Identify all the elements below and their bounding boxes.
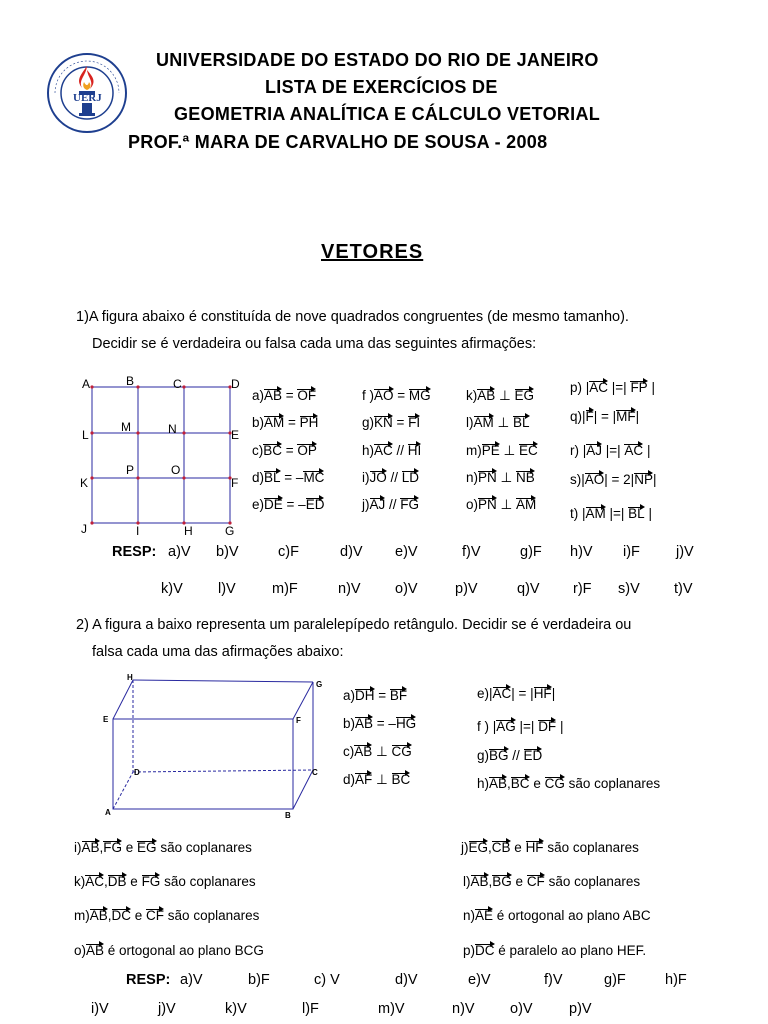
q2-resp: m)V [378, 1001, 405, 1017]
q1-text-2: Decidir se é verdadeira ou falsa cada uma das seguintes afirmações: [92, 336, 537, 352]
q2-resp: l)F [302, 1001, 319, 1017]
q1-item-j: j)AJ // FG [362, 497, 420, 512]
q1-label-J: J [81, 522, 87, 536]
logo-uerj-text: UERJ [73, 92, 102, 104]
q2-item-p: p)DC é paralelo ao plano HEF. [463, 943, 647, 958]
q2-label-D: D [134, 768, 140, 777]
q1-resp: i)F [623, 544, 640, 560]
q1-item-k: k)AB ⊥ EG [466, 388, 535, 403]
q1-label-C: C [173, 377, 182, 391]
q1-item-t: t) |AM |=| BL | [570, 506, 652, 521]
q2-resp: a)V [180, 972, 203, 988]
q2-item-i: i)AB,FG e EG são coplanares [74, 840, 252, 855]
q2-item-a: a)DH = BF [343, 688, 408, 703]
q2-label-H: H [127, 673, 133, 682]
q2-resp: k)V [225, 1001, 247, 1017]
header-line-1: UNIVERSIDADE DO ESTADO DO RIO DE JANEIRO [156, 50, 599, 70]
q2-resp: g)F [604, 972, 626, 988]
q1-item-b: b)AM = PH [252, 415, 319, 430]
q1-resp: s)V [618, 581, 640, 597]
q2-resp: e)V [468, 972, 491, 988]
q2-item-m: m)AB,DC e CF são coplanares [74, 908, 260, 923]
q2-item-o: o)AB é ortogonal ao plano BCG [74, 943, 264, 958]
q1-label-P: P [126, 463, 135, 477]
q1-label-O: O [171, 463, 181, 477]
q1-item-n: n)PN ⊥ NB [466, 470, 535, 485]
q2-resp: i)V [91, 1001, 109, 1017]
q1-resp: d)V [340, 544, 363, 560]
q1-item-h: h)AC // HI [362, 443, 422, 458]
q1-label-F: F [231, 476, 239, 490]
q1-label-N: N [168, 422, 177, 436]
q2-label-G: G [316, 680, 323, 689]
q1-item-s: s)|AO| = 2|NP| [570, 472, 657, 487]
q1-item-d: d)BL = –MC [252, 470, 325, 485]
q1-resp: t)V [674, 581, 693, 597]
q1-resp: a)V [168, 544, 191, 560]
q2-text-1: 2) A figura a baixo representa um paralelepípedo retângulo. Decidir se é verdadeira ou [76, 617, 632, 633]
q1-resp: g)F [520, 544, 542, 560]
q1-label-I: I [136, 524, 140, 538]
q1-label-L: L [82, 428, 89, 442]
q2-item-l: l)AB,BG e CF são coplanares [463, 874, 641, 889]
q2-label-E: E [103, 715, 109, 724]
page-title: VETORES [321, 241, 424, 263]
header-line-2: LISTA DE EXERCÍCIOS DE [265, 77, 498, 97]
q1-resp: k)V [161, 581, 183, 597]
q1-item-g: g)KN = FI [362, 415, 421, 430]
q2-label-F: F [296, 716, 301, 725]
q1-resp: p)V [455, 581, 478, 597]
q1-item-m: m)PE ⊥ EC [466, 443, 538, 458]
q1-item-i: i)JO // LD [362, 470, 420, 485]
q1-resp: q)V [517, 581, 540, 597]
q1-label-G: G [225, 524, 235, 538]
q2-resp-label: RESP: [126, 972, 171, 988]
q1-resp: n)V [338, 581, 361, 597]
q2-resp: p)V [569, 1001, 592, 1017]
q1-item-l: l)AM ⊥ BL [466, 415, 530, 430]
q2-resp: j)V [158, 1001, 176, 1017]
uerj-logo [46, 52, 128, 134]
q1-resp: j)V [676, 544, 694, 560]
q2-label-C: C [312, 768, 318, 777]
q1-resp: m)F [272, 581, 298, 597]
q2-resp: d)V [395, 972, 418, 988]
q2-item-b: b)AB = –HG [343, 716, 417, 731]
header-line-4: PROF.ª MARA DE CARVALHO DE SOUSA - 2008 [128, 132, 548, 152]
q2-resp: b)F [248, 972, 270, 988]
q1-item-p: p) |AC |=| FP | [570, 380, 655, 395]
q2-item-f: f ) |AG |=| DF | [477, 719, 564, 734]
q2-item-n: n)AE é ortogonal ao plano ABC [463, 908, 651, 923]
q2-label-B: B [285, 811, 291, 820]
q1-resp: h)V [570, 544, 593, 560]
q1-item-q: q)|F| = |MF| [570, 409, 640, 424]
q1-resp-label: RESP: [112, 544, 157, 560]
q2-text-2: falsa cada uma das afirmações abaixo: [92, 644, 344, 660]
q1-resp: b)V [216, 544, 239, 560]
q1-resp: f)V [462, 544, 481, 560]
q2-label-A: A [105, 808, 111, 817]
q2-resp: h)F [665, 972, 687, 988]
q1-label-M: M [121, 420, 131, 434]
q1-resp: c)F [278, 544, 299, 560]
q2-item-h: h)AB,BC e CG são coplanares [477, 776, 661, 791]
q2-box-figure [100, 672, 330, 822]
q1-resp: o)V [395, 581, 418, 597]
q1-label-D: D [231, 377, 240, 391]
q2-item-k: k)AC,DB e FG são coplanares [74, 874, 256, 889]
q1-label-B: B [126, 374, 135, 388]
q2-resp: n)V [452, 1001, 475, 1017]
q1-item-o: o)PN ⊥ AM [466, 497, 537, 512]
q1-text-1: 1)A figura abaixo é constituída de nove quadrados congruentes (de mesmo tamanho). [76, 309, 629, 325]
q1-label-A: A [82, 377, 91, 391]
q1-grid-figure [80, 372, 245, 540]
q1-item-f: f )AO = MG [362, 388, 431, 403]
q1-item-c: c)BC = OP [252, 443, 317, 458]
q2-item-j: j)EG,CB e HF são coplanares [461, 840, 639, 855]
q2-item-g: g)BG // ED [477, 748, 543, 763]
q2-resp: f)V [544, 972, 563, 988]
q2-resp: c) V [314, 972, 340, 988]
q1-item-e: e)DE = –ED [252, 497, 325, 512]
q1-label-K: K [80, 476, 89, 490]
q2-resp: o)V [510, 1001, 533, 1017]
header-line-3: GEOMETRIA ANALÍTICA E CÁLCULO VETORIAL [174, 104, 601, 124]
q1-resp: e)V [395, 544, 418, 560]
q1-label-E: E [231, 428, 240, 442]
q2-item-c: c)AB ⊥ CG [343, 744, 412, 759]
q2-item-e: e)|AC| = |HF| [477, 686, 556, 701]
q1-item-r: r) |AJ |=| AC | [570, 443, 651, 458]
q1-resp: l)V [218, 581, 236, 597]
q2-item-d: d)AF ⊥ BC [343, 772, 411, 787]
q1-resp: r)F [573, 581, 592, 597]
q1-item-a: a)AB = OF [252, 388, 317, 403]
q1-label-H: H [184, 524, 193, 538]
